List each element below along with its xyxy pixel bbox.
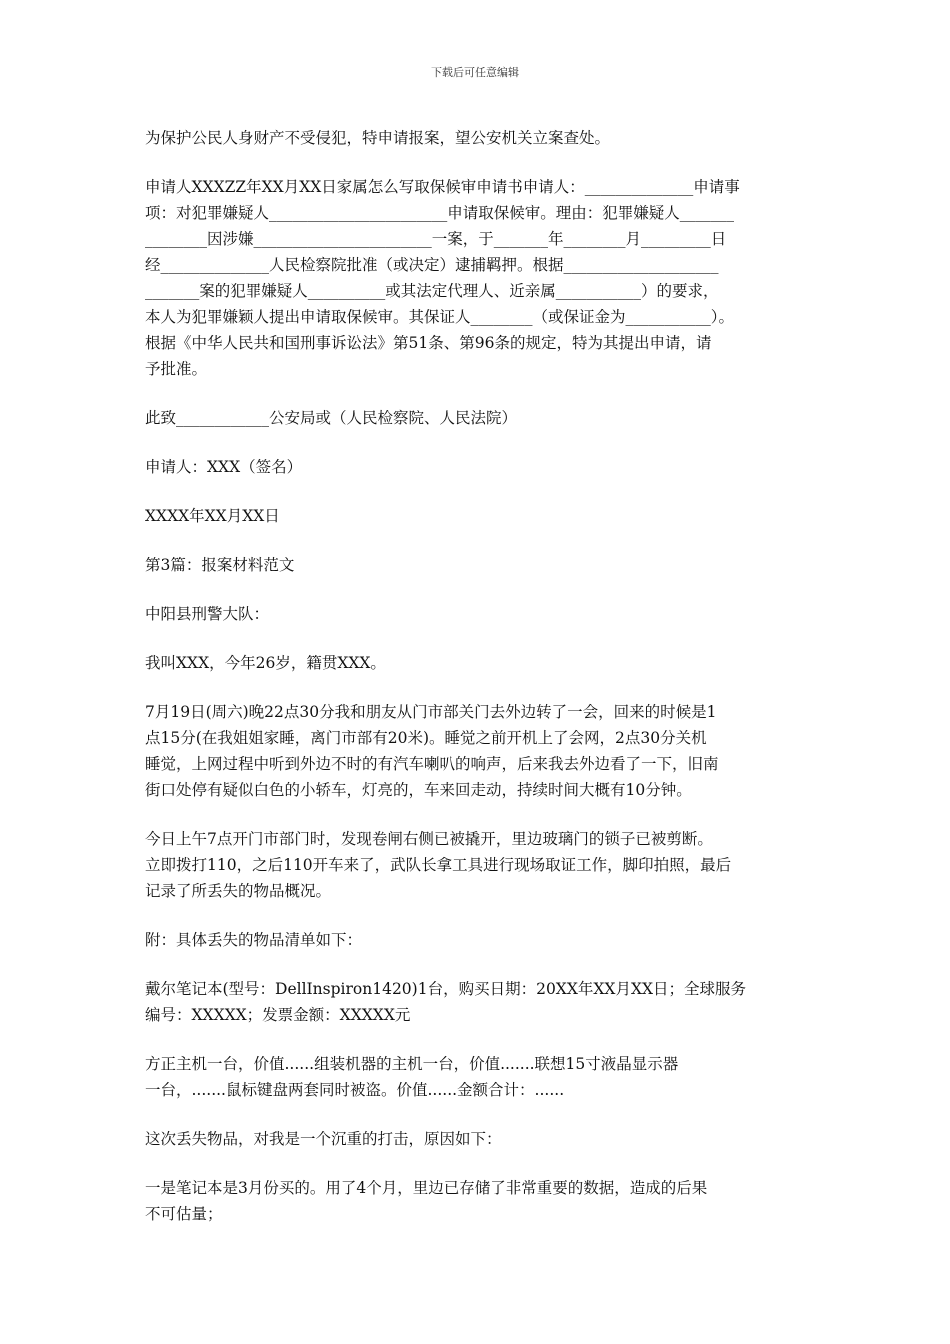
paragraph — [145, 454, 815, 480]
paragraph — [145, 976, 815, 1028]
text-line: 申请人XXXZZ年XX月XX日家属怎么写取保候审申请书申请人：______________申请事 — [145, 178, 740, 196]
page-header: 下载后可任意编辑 — [431, 66, 519, 79]
paragraph — [145, 503, 815, 529]
paragraph — [145, 125, 815, 151]
text-line: ________因涉嫌_______________________一案，于_______年________月_________日 — [145, 230, 727, 248]
text-line: 街口处停有疑似白色的小轿车，灯亮的，车来回走动，持续时间大概有10分钟。 — [145, 781, 692, 799]
text-line: 7月19日(周六)晚22点30分我和朋友从门市部关门去外边转了一会，回来的时候是1 — [145, 703, 717, 721]
text-line: 我叫XXX，今年26岁，籍贯XXX。 — [145, 654, 386, 672]
text-line: 不可估量； — [145, 1205, 223, 1223]
paragraph — [145, 1051, 815, 1103]
document-body — [145, 125, 815, 1250]
text-line: 附：具体丢失的物品清单如下： — [145, 931, 363, 949]
text-line: 今日上午7点开门市部门时，发现卷闸右侧已被撬开，里边玻璃门的锁子已被剪断。 — [145, 830, 713, 848]
paragraph — [145, 826, 815, 904]
text-line: 方正主机一台，价值......组装机器的主机一台，价值.......联想15寸液晶显示器 — [145, 1055, 679, 1073]
text-line: 点15分(在我姐姐家睡，离门市部有20米)。睡觉之前开机上了会网，2点30分关机 — [145, 729, 707, 747]
text-line: 一是笔记本是3月份买的。用了4个月，里边已存储了非常重要的数据，造成的后果 — [145, 1179, 708, 1197]
paragraph — [145, 699, 815, 803]
paragraph — [145, 174, 815, 382]
text-line: 本人为犯罪嫌颖人提出申请取保候审。其保证人________（或保证金为___________）。 — [145, 308, 735, 326]
paragraph — [145, 927, 815, 953]
text-line: 经______________人民检察院批准（或决定）逮捕羁押。根据____________________ — [145, 256, 719, 274]
text-line: 为保护公民人身财产不受侵犯，特申请报案，望公安机关立案查处。 — [145, 129, 611, 147]
text-line: 申请人：XXX（签名） — [145, 458, 303, 476]
paragraph — [145, 1126, 815, 1152]
text-line: 根据《中华人民共和国刑事诉讼法》第51条、第96条的规定，特为其提出申请，请 — [145, 334, 712, 352]
paragraph — [145, 405, 815, 431]
text-line: XXXX年XX月XX日 — [145, 507, 280, 525]
text-line: 睡觉，上网过程中听到外边不时的有汽车喇叭的响声，后来我去外边看了一下，旧南 — [145, 755, 719, 773]
text-line: 这次丢失物品，对我是一个沉重的打击，原因如下： — [145, 1130, 502, 1148]
paragraph — [145, 650, 815, 676]
text-line: 项：对犯罪嫌疑人_______________________申请取保候审。理由：犯罪嫌疑人_______ — [145, 204, 735, 222]
paragraph — [145, 552, 815, 578]
text-line: 第3篇：报案材料范文 — [145, 556, 295, 574]
text-line: 立即拨打110，之后110开车来了，武队长拿工具进行现场取证工作，脚印拍照，最后 — [145, 856, 732, 874]
text-line: 编号：XXXXX；发票金额：XXXXX元 — [145, 1006, 411, 1024]
text-line: 一台，.......鼠标键盘两套同时被盗。价值......金额合计：...... — [145, 1081, 565, 1099]
text-line: 记录了所丢失的物品概况。 — [145, 882, 332, 900]
paragraph — [145, 601, 815, 627]
text-line: 中阳县刑警大队： — [145, 605, 270, 623]
text-line: _______案的犯罪嫌疑人__________或其法定代理人、近亲属___________）的要求， — [145, 282, 719, 300]
text-line: 戴尔笔记本(型号：DellInspiron1420)1台，购买日期：20XX年XX月XX日；全球服务 — [145, 980, 747, 998]
paragraph — [145, 1175, 815, 1227]
text-line: 予批准。 — [145, 360, 208, 378]
text-line: 此致____________公安局或（人民检察院、人民法院） — [145, 409, 518, 427]
